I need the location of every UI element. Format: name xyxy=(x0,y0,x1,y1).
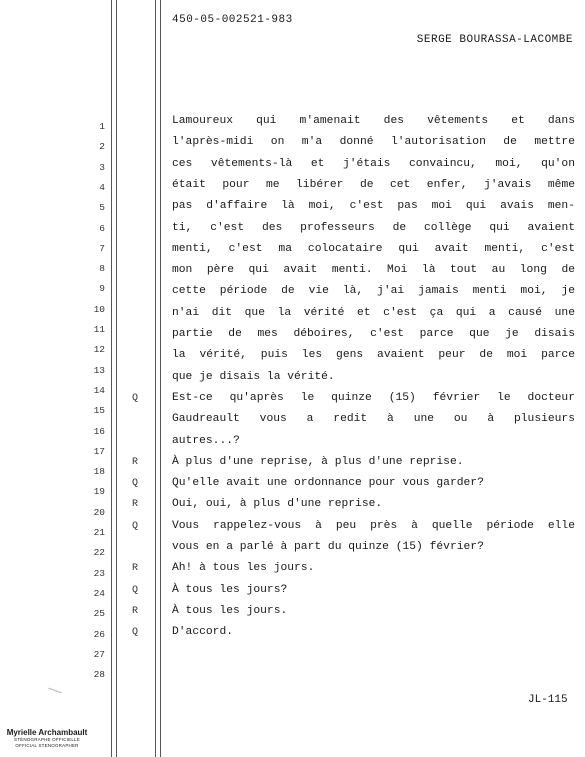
transcript-line: autres...? xyxy=(172,434,240,447)
line-number: 22 xyxy=(93,547,105,559)
transcript-line: mon père qui avait menti. Moi là tout au long de xyxy=(172,264,575,277)
transcript-line: Oui, oui, à plus d'une reprise. xyxy=(172,498,383,511)
line-number: 1 xyxy=(99,121,105,132)
line-number: 12 xyxy=(93,344,105,356)
transcript-line: ces vêtements-là et j'étais convaincu, moi, qu'on xyxy=(172,157,575,170)
line-number: 10 xyxy=(93,303,105,315)
line-number: 16 xyxy=(93,425,105,437)
transcript-line: l'après-midi on m'a donné l'autorisation de mettre xyxy=(172,136,575,149)
scan-mark xyxy=(48,688,61,694)
line-number: 2 xyxy=(99,141,105,153)
line-number: 28 xyxy=(93,669,105,681)
question-marker: Q xyxy=(131,584,138,596)
transcript-line: À tous les jours? xyxy=(172,583,288,596)
question-marker: Q xyxy=(131,478,138,490)
transcript-line: Vous rappelez-vous à peu près à quelle période elle xyxy=(172,519,575,532)
line-number: 26 xyxy=(93,628,105,640)
line-number: 5 xyxy=(99,202,105,214)
transcript-line: que je disais la vérité. xyxy=(172,370,335,383)
line-number: 24 xyxy=(93,587,105,599)
question-marker: Q xyxy=(131,627,138,639)
line-number: 14 xyxy=(93,384,105,396)
line-number: 6 xyxy=(99,222,105,234)
transcript-line: vous en a parlé à part du quinze (15) février? xyxy=(172,541,484,553)
margin-rule-right-1 xyxy=(155,0,156,757)
transcript-line: Qu'elle avait une ordonnance pour vous garder? xyxy=(172,477,484,490)
transcript-line: cette période de vie là, j'ai jamais menti moi, je xyxy=(172,285,575,298)
margin-rule-left-1 xyxy=(111,0,112,757)
line-number: 20 xyxy=(93,506,105,518)
line-number: 27 xyxy=(93,648,105,660)
line-number: 17 xyxy=(93,445,105,457)
page-code: JL-115 xyxy=(528,694,568,706)
answer-marker: R xyxy=(131,605,138,617)
transcript-line: était pour me libérer de cet enfer, j'avais même xyxy=(172,178,575,191)
file-number: 450-05-002521-983 xyxy=(172,14,293,26)
stenographer-signature xyxy=(4,728,90,749)
line-number: 21 xyxy=(93,527,105,538)
question-marker: Q xyxy=(131,392,138,404)
transcript-line: ti, c'est des professeurs de collège qui avaient xyxy=(172,221,575,234)
line-number: 7 xyxy=(99,242,105,254)
line-number: 9 xyxy=(99,283,105,295)
transcript-line: D'accord. xyxy=(172,626,234,639)
question-marker: Q xyxy=(131,520,138,532)
line-number: 11 xyxy=(93,324,105,335)
line-number: 25 xyxy=(93,608,105,620)
transcript-line: partie de mes déboires, c'est parce que je disais xyxy=(172,328,575,340)
answer-marker: R xyxy=(131,456,138,468)
line-number: 3 xyxy=(99,161,105,173)
transcript-line: n'ai dit que la vérité et c'est ça qui a causé une xyxy=(172,306,575,319)
transcript-line: Ah! à tous les jours. xyxy=(172,562,315,575)
transcript-line: Gaudreault vous a redit à une ou à plusieurs xyxy=(172,413,575,426)
transcript-line: À tous les jours. xyxy=(172,604,288,617)
transcript-line: pas d'affaire là moi, c'est pas moi qui avais men- xyxy=(172,200,575,213)
stenographer-name: Myrielle Archambault xyxy=(6,728,88,737)
margin-rule-right-2 xyxy=(160,0,161,757)
line-number: 19 xyxy=(93,486,105,498)
line-number: 13 xyxy=(93,364,105,376)
witness-name: SERGE BOURASSA-LACOMBE xyxy=(416,34,573,46)
answer-marker: R xyxy=(131,499,138,511)
stenographer-title: STÉNOGRAPHE OFFICIELLE xyxy=(14,737,80,742)
transcript-line: Est-ce qu'après le quinze (15) février le docteur xyxy=(172,391,575,404)
line-number: 4 xyxy=(99,181,105,193)
line-number: 15 xyxy=(93,405,105,417)
transcript-line: menti, c'est ma colocataire qui avait menti, c'est xyxy=(172,242,575,255)
line-number: 8 xyxy=(99,263,105,275)
line-number: 18 xyxy=(93,466,105,478)
stenographer-title-en: OFFICIAL STENOGRAPHER xyxy=(15,743,79,748)
margin-rule-left-2 xyxy=(116,0,117,757)
transcript-line: Lamoureux qui m'amenait des vêtements et dans xyxy=(172,115,575,127)
answer-marker: R xyxy=(131,563,138,575)
line-number: 23 xyxy=(93,567,105,579)
transcript-line: À plus d'une reprise, à plus d'une reprise. xyxy=(172,455,464,468)
transcript-line: la vérité, puis les gens avaient peur de moi parce xyxy=(172,349,575,362)
